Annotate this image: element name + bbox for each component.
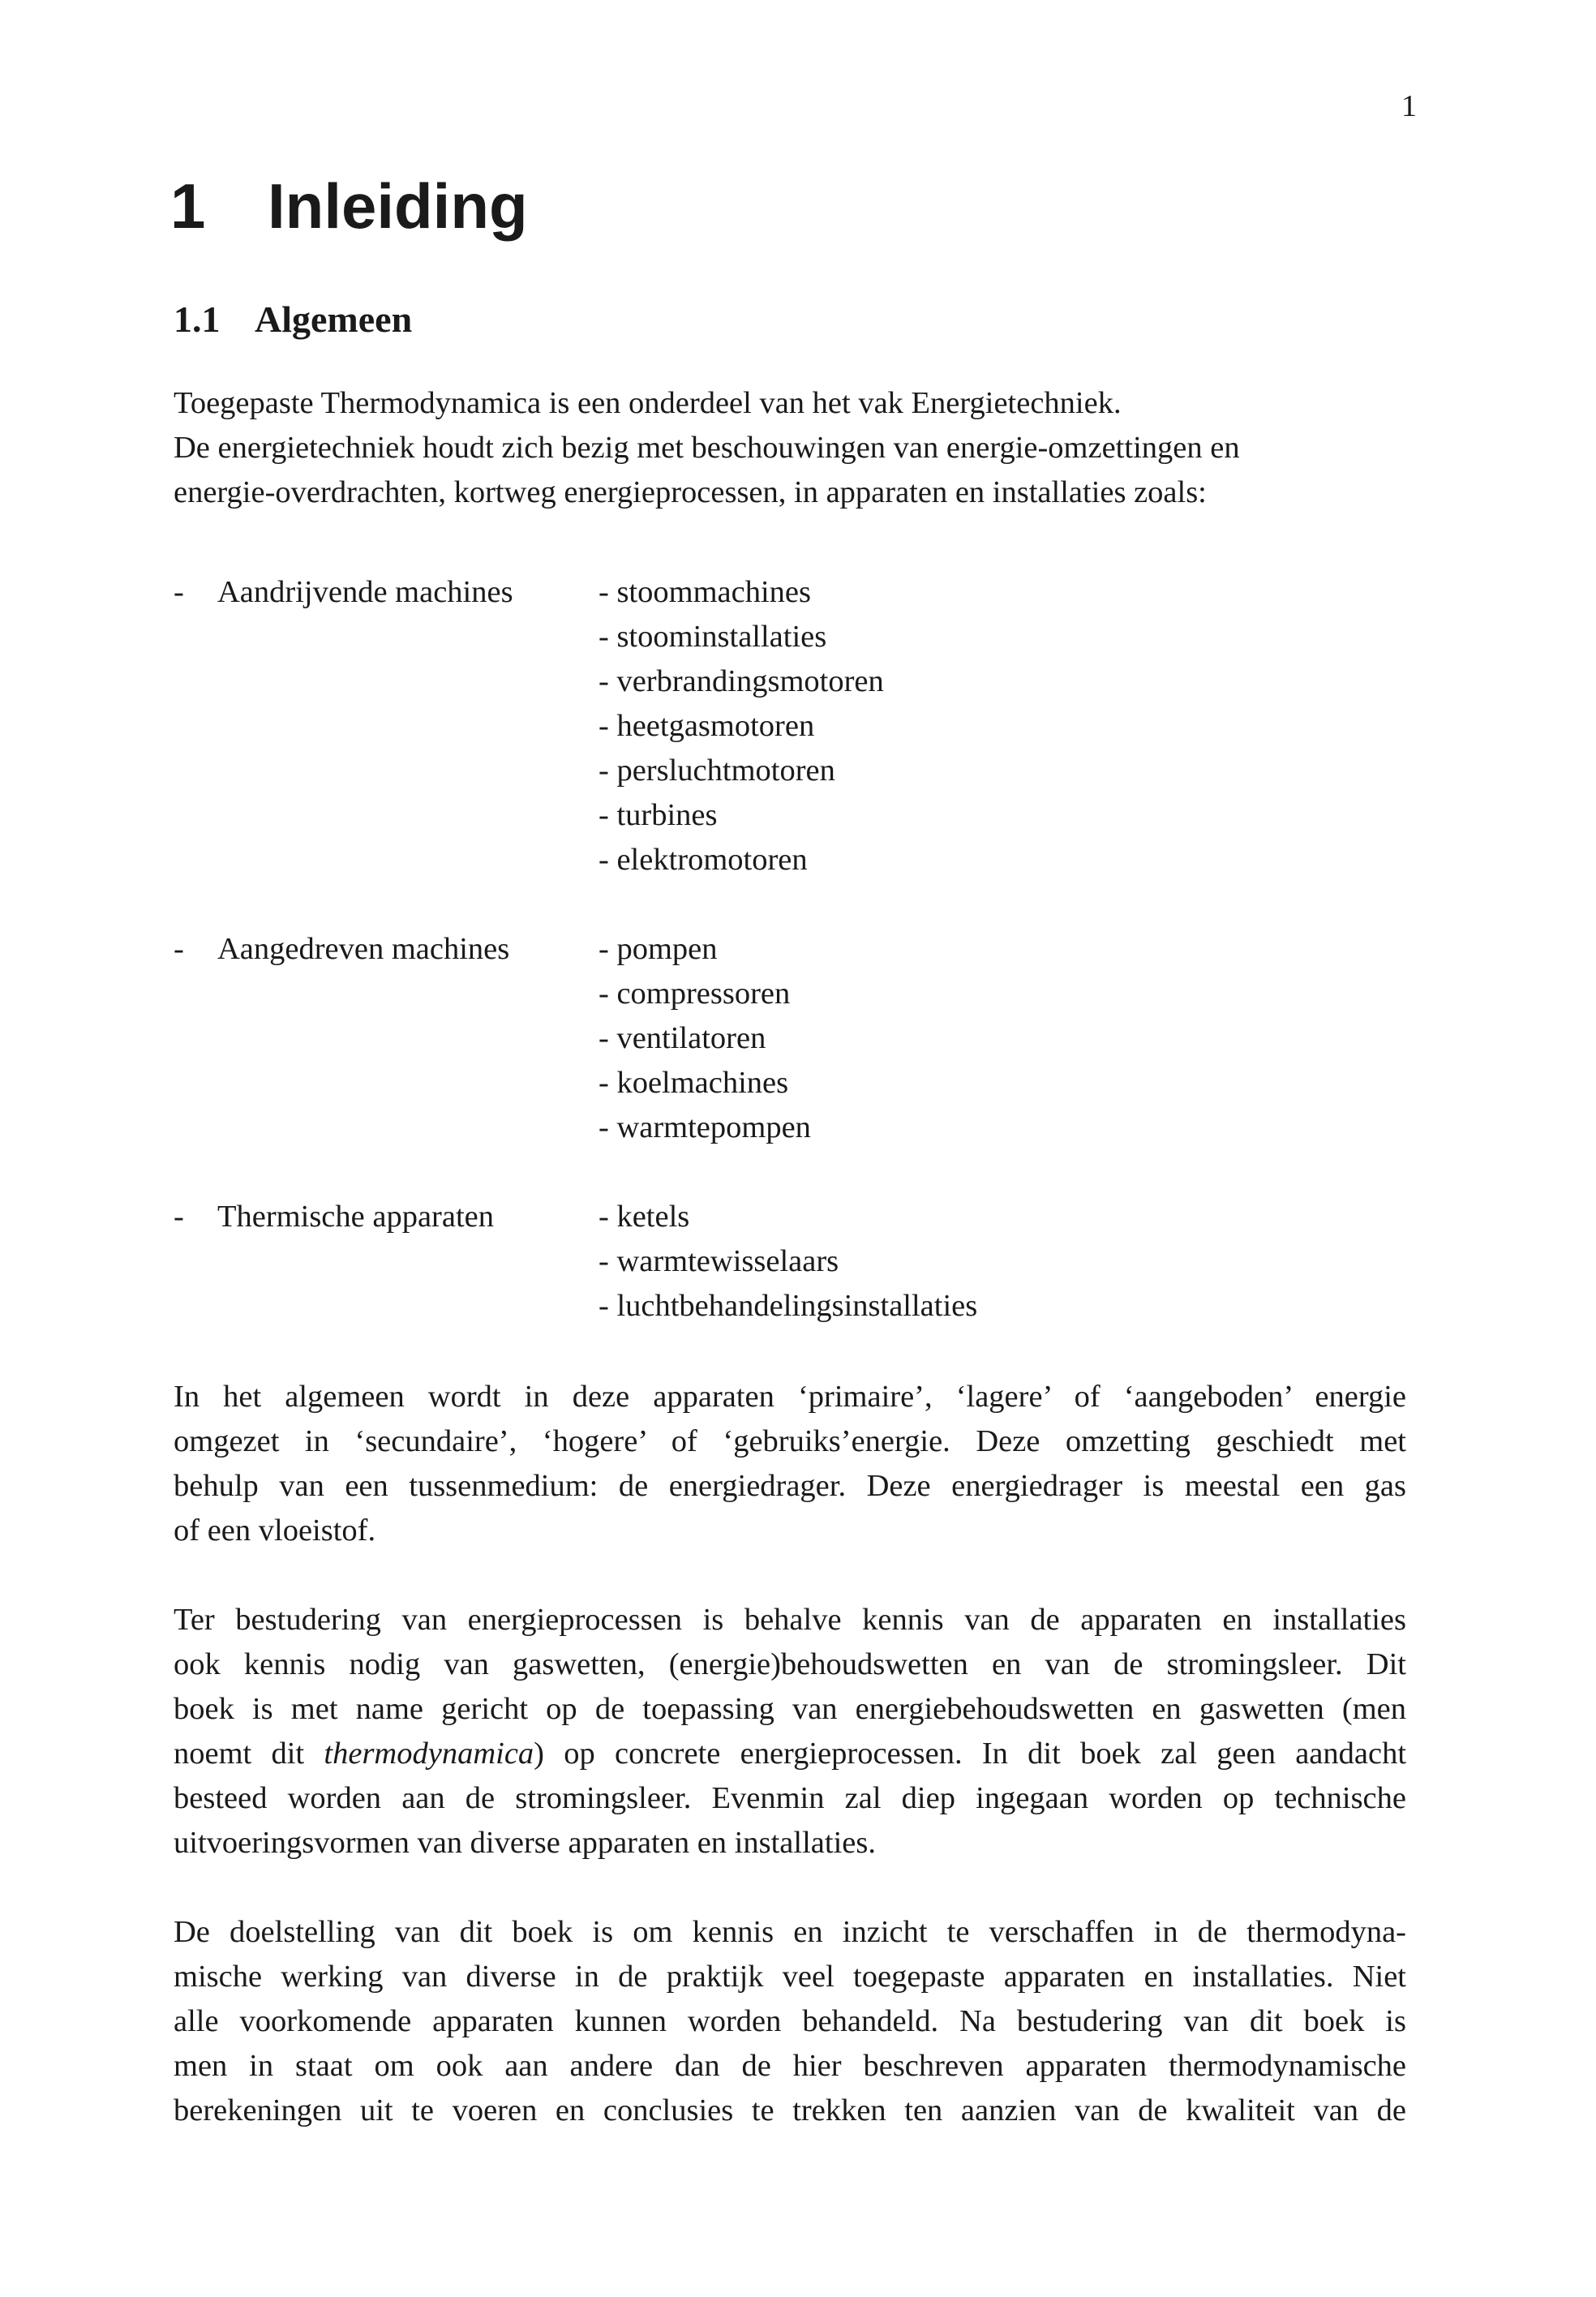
section-number: 1.1 <box>174 298 221 340</box>
list-group <box>174 570 1406 882</box>
group-label: - Thermische apparaten <box>174 1200 494 1234</box>
chapter-heading <box>170 167 528 245</box>
group-items <box>598 1195 1406 1329</box>
list-item: - ketels <box>598 1200 690 1234</box>
intro-paragraph <box>174 381 1406 515</box>
text-line: In het algemeen wordt in deze apparaten ‘primaire’, ‘lagere’ of ‘aangeboden’ energie <box>174 1380 1406 1414</box>
text-line: noemt dit thermodynamica) op concrete energieprocessen. In dit boek zal geen aandacht <box>174 1737 1407 1771</box>
paragraph-energy-conversion <box>174 1375 1406 1553</box>
italic-term: thermodynamica <box>324 1737 534 1771</box>
list-group <box>174 1195 1406 1329</box>
list-item: - luchtbehandelingsinstallaties <box>598 1289 978 1323</box>
list-item: - stoominstallaties <box>598 620 827 654</box>
text-line: omgezet in ‘secundaire’, ‘hogere’ of ‘gebruiks’energie. Deze omzetting geschiedt met <box>174 1424 1406 1458</box>
text-line: De energietechniek houdt zich bezig met beschouwingen van energie-omzettingen en <box>174 431 1240 465</box>
chapter-title: Inleiding <box>268 170 528 242</box>
list-item: - elektromotoren <box>598 843 808 877</box>
text-line: berekeningen uit te voeren en conclusies te trekken ten aanzien van de kwaliteit van de <box>174 2093 1406 2127</box>
text-line: men in staat om ook aan andere dan de hier beschreven apparaten thermodynamische <box>174 2049 1406 2083</box>
text-line: Ter bestudering van energieprocessen is behalve kennis van de apparaten en installaties <box>174 1603 1406 1637</box>
list-item: - warmtewisselaars <box>598 1244 839 1278</box>
text-line: ook kennis nodig van gaswetten, (energie)behoudswetten en van de stromingsleer. Dit <box>174 1647 1406 1681</box>
text-line: mische werking van diverse in de praktijk veel toegepaste apparaten en installaties. Niet <box>174 1960 1406 1994</box>
text-line: Toegepaste Thermodynamica is een onderdeel van het vak Energietechniek. <box>174 386 1122 420</box>
list-item: - stoommachines <box>598 575 811 609</box>
equipment-list <box>174 570 1406 1373</box>
group-items <box>598 927 1406 1150</box>
text-line: besteed worden aan de stromingsleer. Evenmin zal diep ingegaan worden op technische <box>174 1781 1406 1815</box>
page-number: 1 <box>1401 89 1417 123</box>
list-group <box>174 927 1406 1150</box>
list-item: - pompen <box>598 932 718 966</box>
group-label: - Aangedreven machines <box>174 932 510 966</box>
text-line: boek is met name gericht op de toepassing van energiebehoudswetten en gaswetten (men <box>174 1692 1406 1726</box>
group-items <box>598 570 1406 882</box>
list-item: - heetgasmotoren <box>598 709 815 743</box>
text-line: behulp van een tussenmedium: de energiedrager. Deze energiedrager is meestal een gas <box>174 1469 1406 1503</box>
list-item: - persluchtmotoren <box>598 754 835 788</box>
paragraph-objective <box>174 1910 1406 2133</box>
list-item: - warmtepompen <box>598 1110 811 1144</box>
chapter-number: 1 <box>170 170 206 242</box>
list-item: - verbrandingsmotoren <box>598 664 884 698</box>
text-line: energie-overdrachten, kortweg energieprocessen, in apparaten en installaties zoals: <box>174 475 1207 509</box>
list-item: - compressoren <box>598 977 791 1011</box>
section-heading <box>174 297 412 342</box>
text-line: uitvoeringsvormen van diverse apparaten en installaties. <box>174 1826 876 1860</box>
text-line: De doelstelling van dit boek is om kennis en inzicht te verschaffen in de thermodyna- <box>174 1915 1406 1949</box>
section-title: Algemeen <box>255 298 413 340</box>
text-line: of een vloeistof. <box>174 1513 376 1548</box>
list-item: - ventilatoren <box>598 1021 766 1055</box>
paragraph-study-scope <box>174 1598 1406 1866</box>
text-line: alle voorkomende apparaten kunnen worden behandeld. Na bestudering van dit boek is <box>174 2004 1406 2038</box>
list-item: - turbines <box>598 798 718 832</box>
group-label: - Aandrijvende machines <box>174 575 513 609</box>
list-item: - koelmachines <box>598 1066 789 1100</box>
